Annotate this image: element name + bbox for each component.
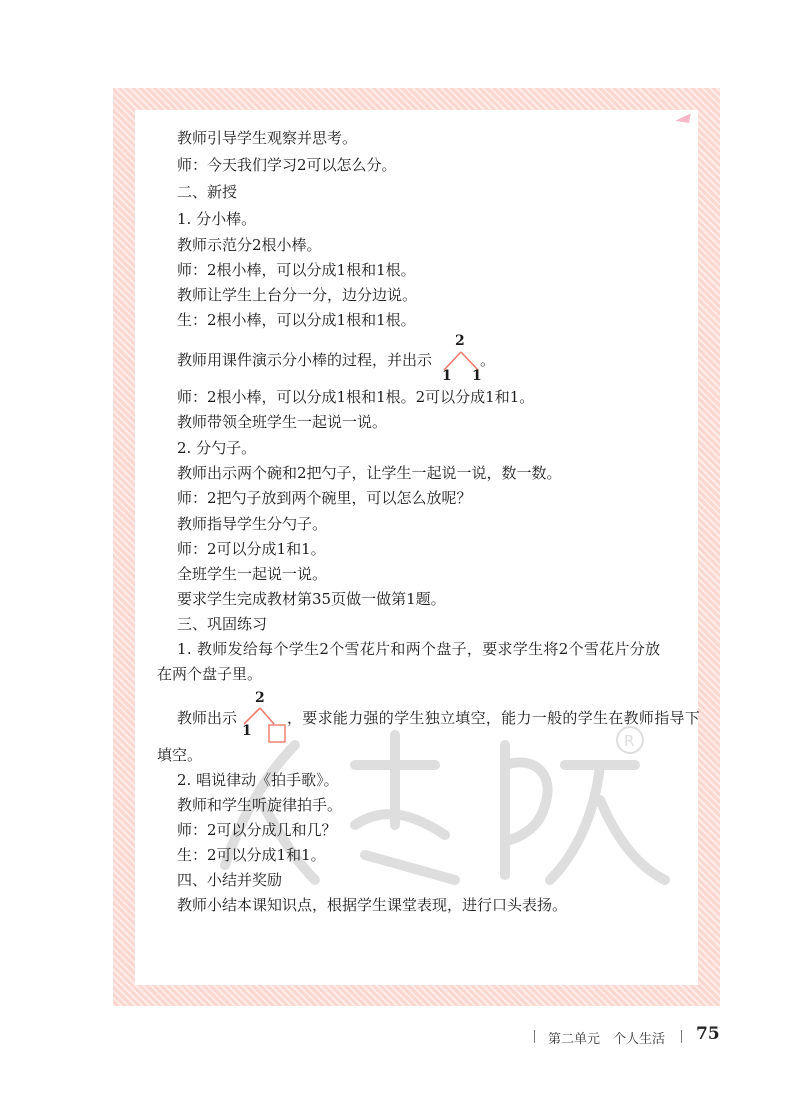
text-line: 教师指导学生分勺子。 (177, 515, 328, 533)
subsection-heading: 1. 分小棒。 (177, 210, 257, 228)
text-line: 教师引导学生观察并思考。 (177, 129, 358, 147)
text-line: 师：2把勺子放到两个碗里，可以怎么放呢？ (177, 489, 472, 507)
text-line: 师：2根小棒，可以分成1根和1根。 (177, 261, 416, 279)
text-line: 生：2可以分成1和1。 (177, 846, 326, 864)
diagram-left-number: 1 (242, 723, 252, 739)
footer-chapter-title: 第二单元 个人生活 (548, 1032, 666, 1047)
text-period: 。 (480, 351, 496, 369)
text-line: 生：2根小棒，可以分成1根和1根。 (177, 311, 416, 329)
subsection-heading: 2. 分勺子。 (177, 439, 257, 457)
text-line: 教师出示 (177, 709, 238, 727)
text-line: 填空。 (157, 746, 203, 764)
text-line: 教师和学生听旋律拍手。 (177, 796, 343, 814)
text-line: 在两个盘子里。 (157, 665, 263, 683)
text-line: 要求学生完成教材第35页做一做第1题。 (177, 590, 446, 608)
svg-text:R: R (624, 732, 635, 750)
footer-divider (534, 1030, 535, 1043)
page-number: 75 (696, 1024, 720, 1044)
text-line: 教师示范分2根小棒。 (177, 236, 322, 254)
diagram-left-number: 1 (442, 368, 452, 384)
diagram-top-number: 2 (255, 690, 265, 706)
subsection-heading: 2. 唱说律动《拍手歌》。 (177, 771, 339, 789)
diagram-right-number: 1 (472, 368, 482, 384)
text-line: 师：2可以分成1和1。 (177, 540, 326, 558)
text-line: 教师让学生上台分一分，边分边说。 (177, 286, 418, 304)
section-heading: 三、巩固练习 (177, 615, 268, 633)
section-heading: 二、新授 (177, 183, 238, 201)
footer-divider (681, 1030, 682, 1043)
text-line: 师：今天我们学习2可以怎么分。 (177, 156, 397, 174)
text-line: 教师带领全班学生一起说一说。 (177, 413, 388, 431)
text-line: 教师小结本课知识点，根据学生课堂表现，进行口头表扬。 (177, 896, 568, 914)
text-line: 教师用课件演示分小棒的过程，并出示 (177, 351, 433, 369)
diagram-top-number: 2 (455, 333, 465, 349)
text-line: 1. 教师发给每个学生2个雪花片和两个盘子，要求学生将2个雪花片分放 (177, 640, 661, 658)
text-line: ，要求能力强的学生独立填空，能力一般的学生在教师指导下 (287, 709, 701, 727)
text-line: 师：2可以分成几和几？ (177, 821, 337, 839)
text-line: 教师出示两个碗和2把勺子，让学生一起说一说，数一数。 (177, 464, 562, 482)
text-line: 全班学生一起说一说。 (177, 565, 328, 583)
text-line: 师：2根小棒，可以分成1根和1根。2可以分成1和1。 (177, 388, 535, 406)
section-heading: 四、小结并奖励 (177, 871, 283, 889)
